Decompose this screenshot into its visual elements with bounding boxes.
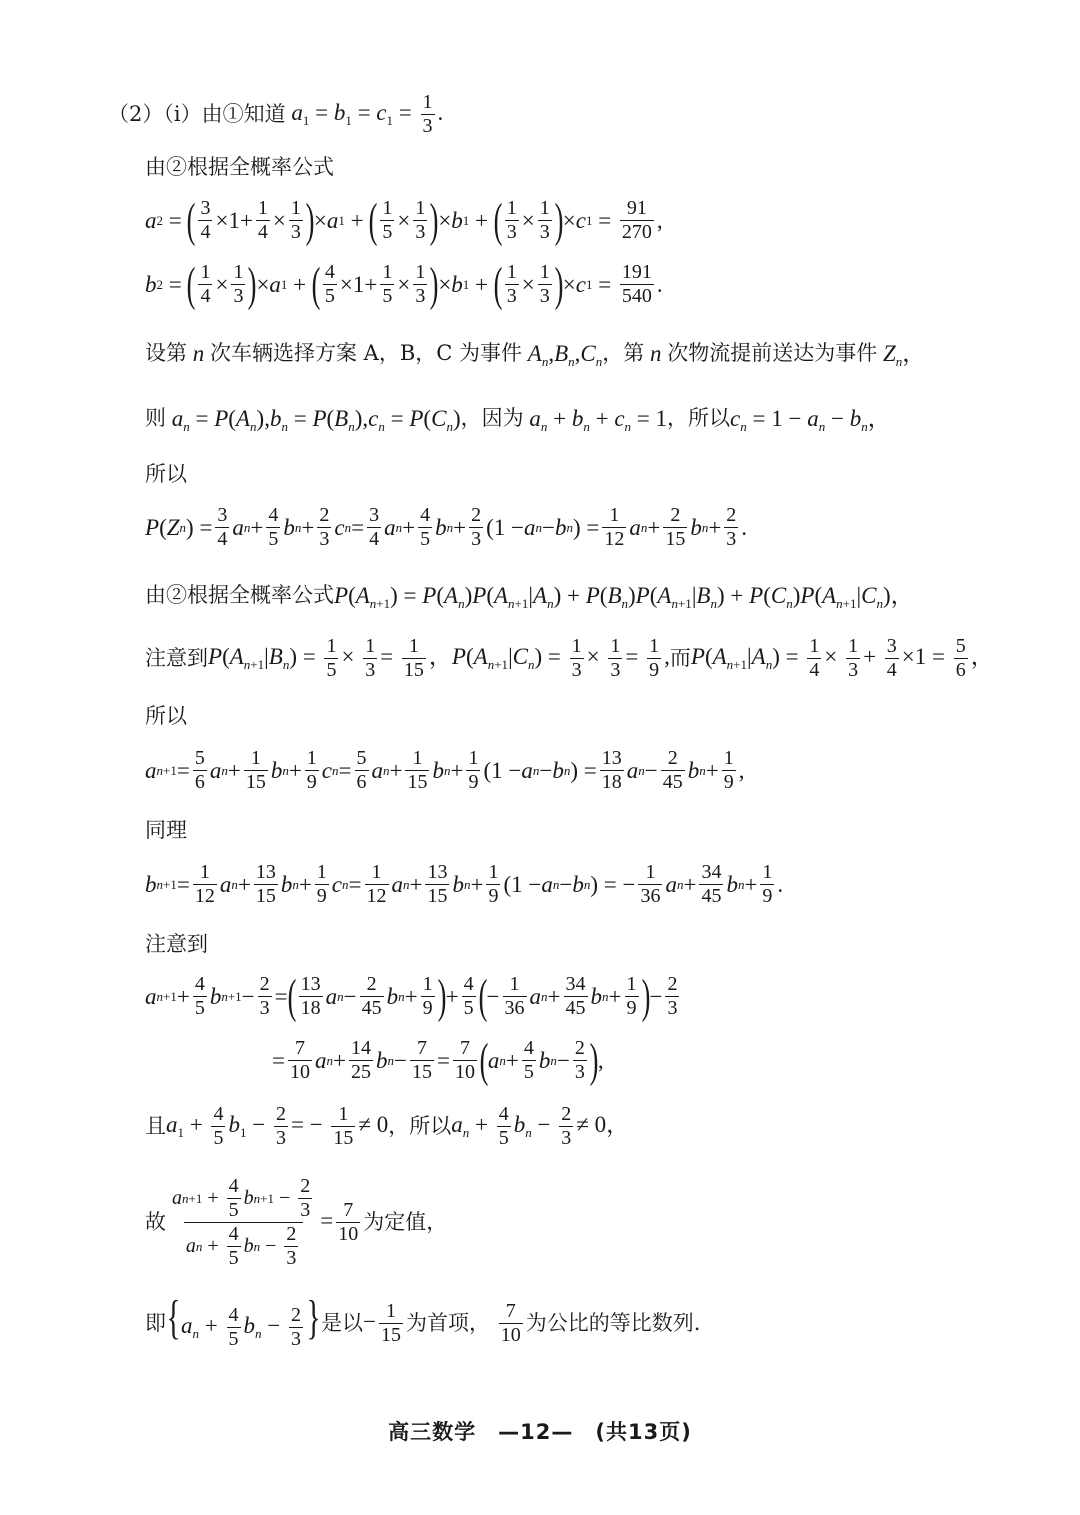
equation-b2: b 2 = ( $\frac{1}{4}$ × $\frac{1}{3}$ ) × a 1 + ( $\frac{4}{5}$ ×1+ $\frac{1}{5}$ × $\frac{1}{3}$ ) × b 1 + ( $\frac{1}{3}$ × $\frac{1}{3}$ ) × c 1 = $\frac{191}{540}$ . [145,257,663,311]
solution-line-18: 且 $a_1$ + $\frac{4}{5}$ $b_1$ − $\frac{2}{3}$ = − $\frac{1}{15}$ ≠ 0 ，所以 $a_n$ + $\frac{4}{5}$ $b_n$ − $\frac{2}{3}$ ≠ 0， [145,1103,630,1149]
solution-line-5: 设第 n 次车辆选择方案 A，B，C 为事件 $A_n,B_n,C_n$ ，第 n 次物流提前送达为事件 $Z_n$， [145,341,926,369]
solution-line-6: 则 $a_n = P(A_n),b_n = P(B_n),c_n = P(C_n)$ ，因为 $a_n + b_n + c_n = 1$ ，所以 $c_n = 1 - a_n - b_n$， [145,406,891,434]
page-footer: 高三数学 —12— (共13页) [388,1420,692,1444]
equation-combo-result: = $\frac{7}{10}$ a n + $\frac{14}{25}$ b n − $\frac{7}{15}$ = $\frac{7}{10}$ ( a n + $\frac{4}{5}$ b n − $\frac{2}{3}$ ) , [272,1033,604,1087]
equation-combo: a n+1 + $\frac{4}{5}$ b n+1 − $\frac{2}{3}$ = ( $\frac{13}{18}$ a n − $\frac{2}{45}$ b n + $\frac{1}{9}$ ) + $\frac{4}{5}$ ( − $\frac{1}{36}$ a n + $\frac{34}{45}$ b n + $\frac{1}{9}$ ) − $\frac{2}{3}$ [145,969,678,1023]
equation-pz: P ( Z n ) = $\frac{3}{4}$ a n + $\frac{4}{5}$ b n + $\frac{2}{3}$ c n = $\frac{3}{4}$ a n + $\frac{4}{5}$ b n + $\frac{2}{3}$ (1 − a n − b n ) = $\frac{1}{12}$ a n + $\frac{2}{15}$ b n + $\frac{2}{3}$ . [145,504,748,550]
solution-line-1: （2）（i）由①知道 $a_1 = b_1 = c_1$ = $\frac{1}{3}$ . [108,91,444,137]
solution-line-2: 由②根据全概率公式 [145,155,334,179]
solution-line-9: 由②根据全概率公式 $P(A_{n+1}) = P(A_n)P(A_{n+1}|A_n) + P(B_n)P(A_{n+1}|B_n) + P(C_n)P(A_{n+1}|C_n)$， [145,583,914,611]
solution-line-13: 同理 [145,818,187,842]
equation: $a_1 = b_1 = c_1$ = $\frac{1}{3}$ . [291,91,444,137]
solution-line-20: 即 {$a_n$ + $\frac{4}{5}$ $b_n$ − $\frac{2}{3}$ } 是以 − $\frac{1}{15}$ 为首项， $\frac{7}{10}$ 为公比的等比数列. [145,1291,701,1351]
solution-line-7: 所以 [145,462,187,486]
solution-line-15: 注意到 [145,932,208,956]
equation-a2: a 2 = ( $\frac{3}{4}$ ×1+ $\frac{1}{4}$ × $\frac{1}{3}$ ) × a 1 + ( $\frac{1}{5}$ × $\frac{1}{3}$ ) × b 1 + ( $\frac{1}{3}$ × $\frac{1}{3}$ ) × c 1 = $\frac{91}{270}$ , [145,193,663,247]
solution-line-19: 故 a n+1 + $\frac{4}{5}$ b n+1 − $\frac{2}{3}$ a n + $\frac{4}{5}$ b n − $\frac{2}{3}$ = $\frac{7}{10}$ 为定值， [145,1175,448,1269]
equation-bn1: b n+1 = $\frac{1}{12}$ a n + $\frac{13}{15}$ b n + $\frac{1}{9}$ c n = $\frac{1}{12}$ a n + $\frac{13}{15}$ b n + $\frac{1}{9}$ (1 − a n − b n ) = − $\frac{1}{36}$ a n + $\frac{34}{45}$ b n + $\frac{1}{9}$ . [145,861,784,907]
solution-line-11: 所以 [145,704,187,728]
solution-line-10: 注意到 $P(A_{n+1}|B_n)$ = $\frac{1}{5}$ × $\frac{1}{3}$ = $\frac{1}{15}$ ，$P(A_{n+1}|C_n)$ = $\frac{1}{3}$ × $\frac{1}{3}$ = $\frac{1}{9}$ , 而 $P(A_{n+1}|A_n)$ = $\frac{1}{4}$ × $\frac{1}{3}$ + $\frac{3}{4}$ ×1 = $\frac{5}{6}$ ， [145,635,994,681]
equation-an1: a n+1 = $\frac{5}{6}$ a n + $\frac{1}{15}$ b n + $\frac{1}{9}$ c n = $\frac{5}{6}$ a n + $\frac{1}{15}$ b n + $\frac{1}{9}$ (1 − a n − b n ) = $\frac{13}{18}$ a n − $\frac{2}{45}$ b n + $\frac{1}{9}$ , [145,747,745,793]
